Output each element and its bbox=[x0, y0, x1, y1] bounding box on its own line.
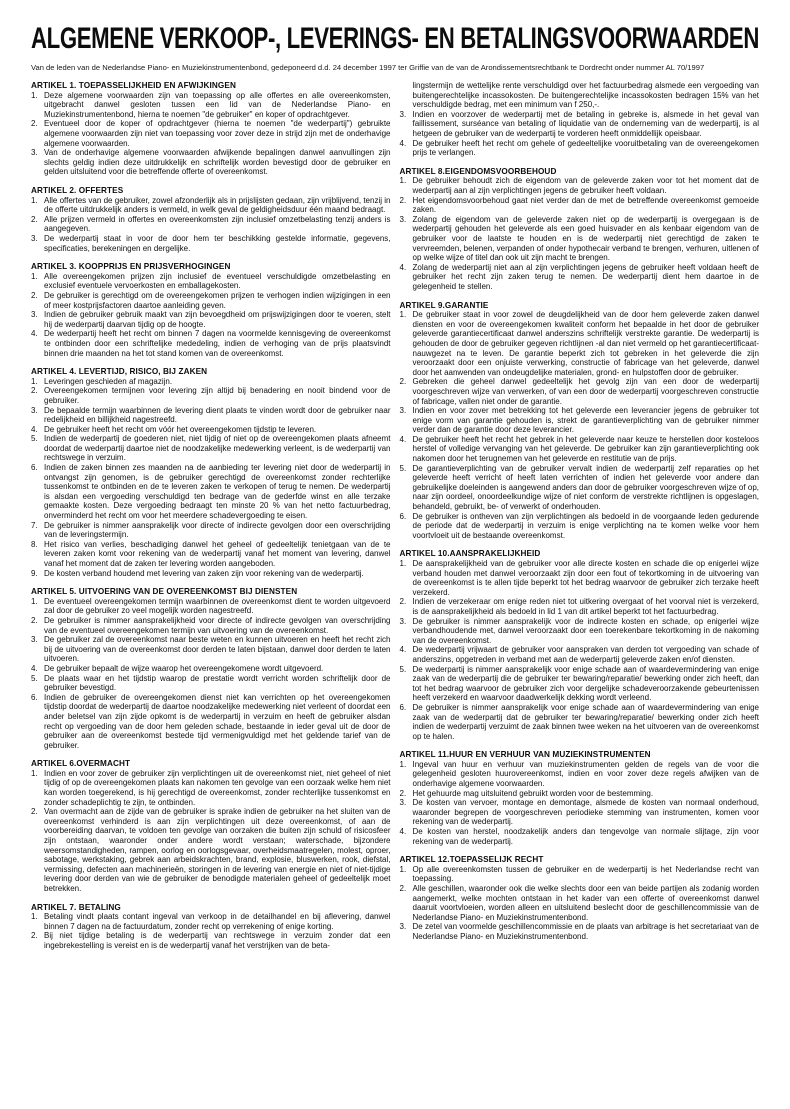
item-number: 1. bbox=[31, 376, 38, 386]
article-item bbox=[400, 110, 760, 139]
item-text: De wederpartij vrijwaart de gebruiker voor aanspraken van derden tot vergoeding van schade of anderszins, opgetreden in verband met aan de wederpartij geleverde zaken en/of diensten. bbox=[412, 645, 759, 664]
item-text: Leveringen geschieden af magazijn. bbox=[44, 376, 173, 386]
item-number: 1. bbox=[399, 176, 407, 186]
item-number: 2. bbox=[31, 386, 38, 396]
article-item bbox=[31, 569, 391, 579]
article bbox=[400, 301, 760, 541]
article-item bbox=[400, 665, 760, 703]
article-item bbox=[31, 463, 391, 521]
page-title: ALGEMENE VERKOOP-, LEVERINGS- EN BETALINGSVOORWAARDEN bbox=[31, 22, 759, 55]
article-heading: ARTIKEL 7. BETALING bbox=[31, 902, 121, 912]
article-item bbox=[31, 635, 391, 664]
article-item bbox=[400, 377, 760, 406]
item-number: 3. bbox=[399, 922, 407, 932]
article-heading: ARTIKEL 4. LEVERTIJD, RISICO, BIJ ZAKEN bbox=[31, 367, 208, 377]
item-number: 5. bbox=[31, 434, 38, 444]
item-text: Van overmacht aan de zijde van de gebruiker is sprake indien de gebruiker na het sluiten van de overeenkomst verhinderd is aan zijn verplichtingen uit deze overeenkomst, of aan de voorbereiding daarvan, te voldoen ten gevolge van oorzaken die buiten zijn schuld of risicosfeer zijn ontstaan, waaronder onder andere wordt verstaan; waterschade, bijzondere weersomstandigheden, rampen, oorlog en oorlogsgevaar, overheidsmaatregelen, molest, oproer, sabotage, werkstaking, gebrek aan arbeidskrachten, brand, explosie, bluswerken, rook, diefstal, vermissing, defecten aan machinerieën, storingen in de levering van energie en niet of niet-tijdige levering door derden van wie de gebruiker de benodigde materialen geheel of gedeeltelijk moet betrekken. bbox=[44, 807, 391, 894]
item-number: 3. bbox=[31, 234, 38, 244]
item-text: De gebruiker bepaalt de wijze waarop het overeengekomene wordt uitgevoerd. bbox=[44, 663, 324, 673]
two-column-body bbox=[31, 81, 759, 959]
article-item bbox=[400, 827, 760, 846]
article-item bbox=[400, 703, 760, 741]
item-text: De aansprakelijkheid van de gebruiker voor alle directe kosten en schade die op enigerlei wijze verband houden met danwel veroorzaakt zijn door een fout of tekortkoming in de uitvoering van de overeenkomst is te allen tijde beperkt tot het bedrag waarvoor de gebruiker zich terzake heeft verzekerd. bbox=[412, 559, 759, 597]
item-number: 6. bbox=[31, 692, 38, 702]
column-left bbox=[31, 81, 391, 959]
item-text: De wederpartij is nimmer aansprakelijk voor enige schade aan of waardevermindering van enige zaak van de wederpartij die de gebruiker ter bewaring/reparatie/ bewerking onder zich heeft, dan tot het bedrag waarvoor de gebruiker zich voor dergelijke schadeveroorzakende gebeurtenissen heeft verzekerd en waarvoor daadwerkelijk dekking wordt verleend. bbox=[412, 664, 759, 703]
item-number: 3. bbox=[399, 406, 407, 416]
article bbox=[400, 549, 760, 741]
article-item bbox=[31, 674, 391, 693]
item-text: Ingeval van huur en verhuur van muziekinstrumenten gelden de regels van de voor die gelegenheid gesloten huurovereenkomst, indien en voor zover deze regels afwijken van de onderhavige algemene voorwaarden. bbox=[412, 759, 759, 789]
item-number: 5. bbox=[399, 463, 407, 473]
article-item bbox=[400, 884, 760, 922]
item-number: 2. bbox=[31, 807, 38, 817]
item-text: Het eigendomsvoorbehoud gaat niet verder dan de met de betreffende overeenkomst gemoeide zaken. bbox=[412, 195, 759, 215]
item-number: 1. bbox=[399, 310, 407, 320]
item-text: Betaling vindt plaats contant ingeval van verkoop in de detailhandel en bij aflevering, danwel binnen 7 dagen na de factuurdatum, zonder recht op verrekening of enige korting. bbox=[44, 912, 391, 931]
item-text: Indien de gebruiker gebruik maakt van zijn bevoegdheid om prijswijzigingen door te voeren, stelt hij de wederpartij daarvan tijdig op de hoogte. bbox=[44, 310, 391, 329]
article-item bbox=[31, 434, 391, 463]
item-number: 4. bbox=[31, 663, 38, 673]
item-text: Indien en voor zover de gebruiker zijn verplichtingen uit de overeenkomst niet, niet geheel of niet tijdig of op de overeengekomen plaats kan nakomen ten gevolge van een oorzaak welke hem niet kan worden toegerekend, is hij gerechtigd de overeenkomst, zonder rechterlijke tussenkomst en zonder schadeplichtig te zijn, te ontbinden. bbox=[44, 768, 391, 807]
article-item bbox=[31, 272, 391, 291]
item-text: De gebruiker is gerechtigd om de overeengekomen prijzen te verhogen indien wijzigingen in een of meer kostprijsfactoren daartoe aanleiding geven. bbox=[44, 290, 391, 310]
item-number: 8. bbox=[31, 539, 38, 549]
item-text: Het risico van verlies, beschadiging danwel het geheel of gedeeltelijk tenietgaan van de te leveren zaken komt voor rekening van de wederpartij vanaf het moment van levering, danwel vanaf het moment dat de zaken ter levering worden aangeboden. bbox=[44, 539, 391, 569]
article bbox=[31, 262, 391, 358]
article-item bbox=[400, 215, 760, 263]
item-number: 3. bbox=[31, 635, 38, 645]
item-text: Van de onderhavige algemene voorwaarden afwijkende bepalingen danwel aanvullingen zijn slechts geldig indien deze uitdrukkelijk en schriftelijk worden bevestigd door de gebruiker en gelden uitsluitend voor die betreffende offerte of overeenkomst. bbox=[44, 148, 391, 177]
article-item bbox=[31, 291, 391, 310]
item-number: 1. bbox=[31, 90, 38, 100]
item-number: 1. bbox=[31, 768, 38, 778]
article-item bbox=[31, 215, 391, 234]
item-number: 2. bbox=[399, 788, 407, 798]
item-text: De wederpartij staat in voor de door hem ter beschikking gestelde informatie, gegevens, specificaties, berekeningen en dergelijke. bbox=[44, 234, 391, 253]
article-item bbox=[400, 464, 760, 512]
article bbox=[31, 903, 391, 951]
item-number: 2. bbox=[31, 214, 38, 224]
item-text: Gebreken die geheel danwel gedeeltelijk het gevolg zijn van een door de wederpartij voorgeschreven wijze van verwerken, of van een door de wederpartij voorgeschreven constructie of fabricage, vallen niet onder de garantie. bbox=[412, 377, 759, 406]
article-heading: ARTIKEL 10.AANSPRAKELIJKHEID bbox=[399, 549, 541, 559]
article-item bbox=[31, 148, 391, 177]
article-item bbox=[400, 865, 760, 884]
item-number: 1. bbox=[399, 759, 407, 769]
item-number: 1. bbox=[399, 559, 407, 569]
item-text: De gebruiker is nimmer aansprakelijk voor directe of indirecte gevolgen door een overschrijding van de leveringstermijn. bbox=[44, 520, 391, 540]
article-item bbox=[400, 645, 760, 664]
item-text: Alle geschillen, waaronder ook die welke slechts door een van beide partijen als zodanig worden aangemerkt, welke mochten ontstaan in het kader van een offerte of overeenkomst danwel daaruit voortvloeien, worden alleen en uitsluitend beslecht door de geschillencommissie van de Nederlandse Piano- en Muziekinstrumentenbond. bbox=[412, 884, 759, 922]
article-item bbox=[400, 406, 760, 435]
item-text: Indien de zaken binnen zes maanden na de aanbieding ter levering niet door de wederpartij in ontvangst zijn genomen, is de gebruiker gerechtigd de overeenkomst zonder rechterlijke tussenkomst te ontbinden en de te leveren zaken te verkopen of terug te nemen. De wederpartij is alsdan een vergoeding verschuldigd ten bedrage van de gederfde winst en alle terzake gemaakte kosten. Deze vergoeding bedraagt ten minste 20 % van het netto factuurbedrag, onverminderd het recht om voor het meerdere schadevergoeding te eisen. bbox=[44, 463, 391, 521]
item-number: 6. bbox=[399, 511, 407, 521]
item-number bbox=[400, 81, 413, 110]
item-number: 2. bbox=[31, 615, 38, 625]
article-item bbox=[31, 234, 391, 253]
article-item bbox=[31, 377, 391, 387]
item-text: Het gehuurde mag uitsluitend gebruikt worden voor de bestemming. bbox=[412, 788, 654, 798]
article-item bbox=[31, 119, 391, 148]
article bbox=[400, 750, 760, 846]
item-text: De gebruiker heeft het recht om gehele of gedeeltelijke vooruitbetaling van de overeengekomen prijs te verlangen. bbox=[412, 138, 759, 158]
article-item bbox=[31, 769, 391, 807]
item-text: Op alle overeenkomsten tussen de gebruiker en de wederpartij is het Nederlandse recht van toepassing. bbox=[412, 864, 759, 884]
article-item bbox=[31, 91, 391, 120]
item-text: Alle offertes van de gebruiker, zowel afzonderlijk als in prijslijsten gedaan, zijn vrijblijvend, tenzij in de offerte uitdrukkelijk anders is vermeld, in welk geval de geldigheidsduur één maand bedraagt. bbox=[44, 195, 391, 215]
article-heading: ARTIKEL 9.GARANTIE bbox=[399, 300, 489, 310]
item-text: Zolang de eigendom van de geleverde zaken niet op de wederpartij is overgegaan is de wederpartij gehouden het geleverde als een goed huisvader en als kenbaar eigendom van de gebruiker voor de laatste te houden en is de wederpartij niet gerechtigd de zaken te vervreemden, belenen, verpanden of onder hypothecair verband te brengen, verhuren, uitlenen of op welke wijze of titel dan ook uit zijn macht te brengen. bbox=[412, 214, 759, 263]
article-item bbox=[31, 664, 391, 674]
item-number: 5. bbox=[31, 673, 38, 683]
item-text: Deze algemene voorwaarden zijn van toepassing op alle offertes en alle overeenkomsten, uitgebracht danwel gesloten tussen een lid van de Nederlandse Piano- en Muziekinstrumentenbond, hierna te noemen "de gebruiker" en koper of opdrachtgever. bbox=[44, 90, 391, 119]
article-item bbox=[400, 263, 760, 292]
article-item bbox=[400, 176, 760, 195]
article-item bbox=[400, 798, 760, 827]
article-item bbox=[31, 329, 391, 358]
article-item bbox=[400, 760, 760, 789]
article-heading: ARTIKEL 6.OVERMACHT bbox=[31, 759, 131, 769]
item-number: 5. bbox=[399, 664, 407, 674]
item-text: De gebruiker staat in voor zowel de deugdelijkheid van de door hem geleverde zaken danwel diensten en voor de overeengekomen kwaliteit conform het bepaalde in het door de gebruiker geleverde garantiecertificaat danwel anderszins schriftelijk verstrekte garantie. De wederpartij is gehouden de door de gebruiker gegeven richtlijnen -al dan niet vermeld op het garantiecertificaat- nauwgezet na te leven. De garantie beperkt zich tot gebreken in het geleverde die zijn veroorzaakt door een onjuiste verwerking, constructie of fabricage van het geleverde, danwel door het aanwenden van ondeugdelijke materialen, grond- en hulpstoffen door de gebruiker. bbox=[412, 310, 759, 377]
article-item bbox=[31, 693, 391, 751]
item-text: Bij niet tijdige betaling is de wederpartij van rechtswege in verzuim zonder dat een ingebrekestelling is vereist en is de wederpartij vanaf het verstrijken van de beta- bbox=[44, 931, 391, 950]
item-text: De garantieverplichting van de gebruiker vervalt indien de wederpartij zelf reparaties op het geleverde heeft verricht of heeft laten verrichten of indien het geleverde voor andere dan gebruikelijke doeleinden is aangewend anders dan door de gebruiker voorgeschreven wijze of op, naar zijn oordeel, onoordeelkundige wijze of niet conform de verstrekte richtlijnen is opgeslagen, behandeld, gebruikt, be- of verwerkt of onderhouden. bbox=[412, 463, 759, 512]
article-heading: ARTIKEL 5. UITVOERING VAN DE OVEREENKOMST BIJ DIENSTEN bbox=[31, 587, 298, 597]
article-item bbox=[400, 310, 760, 377]
item-text: Alle overeengekomen prijzen zijn inclusief de eventueel verschuldigde omzetbelasting en exclusief eventuele vervoerkosten en emballagekosten. bbox=[44, 271, 391, 291]
item-text: Indien de verzekeraar om enige reden niet tot uitkering overgaat of het voorval niet is verzekerd, is de aansprakelijkheid als bedoeld in lid 1 van dit artikel beperkt tot het factuurbedrag. bbox=[412, 597, 759, 616]
item-number: 4. bbox=[399, 645, 407, 655]
article-item bbox=[400, 81, 760, 110]
article-item bbox=[400, 559, 760, 597]
item-text: De wederpartij heeft het recht om binnen 7 dagen na voormelde kennisgeving de overeenkomst te ontbinden door een schriftelijke mededeling, indien de verhoging van de prijs plaatsvindt binnen drie maanden na het tot stand komen van de overeenkomst. bbox=[44, 329, 391, 358]
item-number: 9. bbox=[31, 568, 38, 578]
item-number: 6. bbox=[31, 463, 38, 473]
article bbox=[31, 587, 391, 750]
item-number: 1. bbox=[399, 864, 407, 874]
item-number: 4. bbox=[31, 329, 38, 339]
item-number: 2. bbox=[31, 119, 38, 129]
item-text: De gebruiker heeft het recht om vóór het overeengekomen tijdstip te leveren. bbox=[44, 424, 317, 434]
item-text: Indien de wederpartij de goederen niet, niet tijdig of niet op de overeengekomen plaats afneemt doordat de wederpartij daartoe niet de noodzakelijke medewerking verleent, is de wederpartij van rechtswege in verzuim. bbox=[44, 434, 391, 463]
article-heading: ARTIKEL 12.TOEPASSELIJK RECHT bbox=[399, 855, 544, 865]
item-text: De gebruiker is nimmer aansprakelijk voor de indirecte kosten en schade, op enigerlei wijze verbandhoudende met, danwel veroorzaakt door een toerekenbare tekortkoming in de nakoming van de overeenkomst. bbox=[412, 616, 759, 645]
item-text: Zolang de wederpartij niet aan al zijn verplichtingen jegens de gebruiker heeft voldaan heeft de gebruiker het recht zijn zaken terug te nemen. De wederpartij dient hem daartoe in de gelegenheid te stellen. bbox=[412, 262, 759, 291]
item-text: De gebruiker zal de overeenkomst naar beste weten en kunnen uitvoeren en heeft het recht zich bij de uitvoering van de overeenkomst door derden te laten bijstaan, danwel door derden te laten uitvoeren. bbox=[44, 635, 391, 664]
article-item bbox=[31, 406, 391, 425]
item-number: 3. bbox=[399, 109, 407, 119]
article-heading: ARTIKEL 8.EIGENDOMSVOORBEHOUD bbox=[399, 166, 557, 176]
article-item bbox=[400, 435, 760, 464]
item-number: 2. bbox=[31, 290, 38, 300]
item-text: De eventueel overeengekomen termijn waarbinnen de overeenkomst dient te worden uitgevoerd zal door de gebruiker zo veel mogelijk worden nagestreefd. bbox=[44, 596, 391, 616]
item-text: De bepaalde termijn waarbinnen de levering dient plaats te vinden wordt door de gebruiker naar redelijkheid en billijkheid nagestreefd. bbox=[44, 405, 391, 425]
item-text: De gebruiker behoudt zich de eigendom van de geleverde zaken voor tot het moment dat de wederpartij aan al zijn verplichtingen jegens de gebruiker heeft voldaan. bbox=[412, 176, 759, 196]
item-text: Alle prijzen vermeld in offertes en overeenkomsten zijn inclusief omzetbelasting tenzij anders is aangegeven. bbox=[44, 214, 391, 234]
article-item bbox=[31, 425, 391, 435]
article-item bbox=[400, 597, 760, 616]
article-item bbox=[31, 540, 391, 569]
article bbox=[400, 81, 760, 158]
item-text: De kosten van herstel, noodzakelijk anders dan tengevolge van normale slijtage, zijn voor rekening van de wederpartij. bbox=[412, 827, 759, 846]
item-number: 4. bbox=[399, 138, 407, 148]
item-number: 3. bbox=[399, 616, 407, 626]
article-item bbox=[400, 789, 760, 799]
item-text: Indien en voorzover de wederpartij met de betaling in gebreke is, alsmede in het geval van faillissement, surséance van betaling of liquidatie van de onderneming van de wederpartij, is al hetgeen de gebruiker van de wederpartij te vorderen heeft onmiddellijk opeisbaar. bbox=[412, 109, 759, 139]
item-number: 1. bbox=[31, 195, 38, 205]
item-text: Eventueel door de koper of opdrachtgever (hierna te noemen "de wederpartij") gebruikte algemene voorwaarden zijn niet van toepassing voor zover deze in strijd zijn met de onderhavige algemene voorwaarden. bbox=[44, 119, 391, 148]
item-number: 3. bbox=[399, 798, 407, 808]
article-heading: ARTIKEL 11.HUUR EN VERHUUR VAN MUZIEKINSTRUMENTEN bbox=[399, 750, 651, 760]
article-item bbox=[31, 386, 391, 405]
item-number: 6. bbox=[399, 702, 407, 712]
item-number: 3. bbox=[399, 214, 407, 224]
article-item bbox=[400, 617, 760, 646]
item-number: 2. bbox=[399, 884, 407, 894]
article-item bbox=[31, 931, 391, 950]
item-text: Indien de gebruiker de overeengekomen dienst niet kan verrichten op het overeengekomen tijdstip doordat de wederpartij de daartoe noodzakelijke medewerking niet verleent of doordat een ander beletsel van zijn zijde opkomt is de wederpartij in verzuim en heeft de gebruiker alsdan recht op vergoeding van de door hem geleden schade, bestaande in ieder geval uit de door de gebruiker aan de overeenkomst bestede tijd vermenigvuldigd met het geldende tarief van de gebruiker. bbox=[44, 692, 391, 750]
item-number: 2. bbox=[31, 931, 38, 941]
article-heading: ARTIKEL 3. KOOPPRIJS EN PRIJSVERHOGINGEN bbox=[31, 262, 231, 272]
article bbox=[400, 167, 760, 292]
item-text: De gebruiker is nimmer aansprakelijkheid voor directe of indirecte gevolgen van overschrijding van de eventueel overeengekomen termijn van uitvoering van de overeenkomst. bbox=[44, 615, 391, 635]
item-number: 1. bbox=[31, 912, 38, 922]
article-item bbox=[31, 310, 391, 329]
item-number: 1. bbox=[31, 596, 38, 606]
item-number: 2. bbox=[399, 597, 407, 607]
item-number: 4. bbox=[399, 827, 407, 837]
article bbox=[31, 759, 391, 893]
item-text: De gebruiker heeft het recht het gebrek in het geleverde naar keuze te herstellen door kosteloos herstel of volledige vervanging van het geleverde. De gebruiker kan zijn garantieverplichting ook nakomen door het terugnemen van het geleverde en restitutie van de prijs. bbox=[412, 434, 759, 464]
article bbox=[31, 81, 391, 177]
article bbox=[31, 186, 391, 253]
article-heading: ARTIKEL 1. TOEPASSELIJKHEID EN AFWIJKINGEN bbox=[31, 81, 236, 91]
item-number: 1. bbox=[31, 271, 38, 281]
column-right bbox=[400, 81, 760, 950]
article bbox=[400, 855, 760, 941]
article bbox=[31, 367, 391, 578]
item-number: 2. bbox=[399, 195, 407, 205]
item-number: 2. bbox=[399, 377, 407, 387]
article-item bbox=[31, 807, 391, 893]
article-item bbox=[400, 139, 760, 158]
item-number: 7. bbox=[31, 520, 38, 530]
item-text: De plaats waar en het tijdstip waarop de prestatie wordt verricht worden schriftelijk door de gebruiker bevestigd. bbox=[44, 673, 391, 693]
article-heading: ARTIKEL 2. OFFERTES bbox=[31, 186, 124, 196]
item-number: 3. bbox=[31, 148, 38, 158]
item-number: 3. bbox=[31, 310, 38, 320]
article-item bbox=[31, 196, 391, 215]
article-item bbox=[400, 196, 760, 215]
page-subtitle: Van de leden van de Nederlandse Piano- en Muziekinstrumentenbond, gedeponeerd d.d. 24 december 1997 ter Griffie van de van de Arondissementsrechtbank te Dordrecht onder nummer AL 70/1997 bbox=[31, 63, 705, 72]
article-item bbox=[400, 922, 760, 941]
article-item bbox=[31, 912, 391, 931]
item-text: De zetel van voormelde geschillencommissie en de plaats van arbitrage is het secretariaat van de Nederlandse Piano- en Muziekinstrumentenbond. bbox=[412, 922, 759, 941]
article-item bbox=[31, 616, 391, 635]
item-text: Overeengekomen termijnen voor levering zijn altijd bij benadering en nooit bindend voor de gebruiker. bbox=[44, 386, 391, 405]
item-number: 3. bbox=[31, 405, 38, 415]
item-text: De gebruiker is nimmer aansprakelijk voor enige schade aan of waardevermindering van enige zaak van de wederpartij dat de gebruiker ter bewaring/reparatie/ bewerking onder zich heeft indien de wederpartij verzuimt de zaak binnen twee weken na het uitvoeren van de overeenkomst op te halen. bbox=[412, 702, 759, 741]
article-item bbox=[31, 521, 391, 540]
item-text: Indien en voor zover met betrekking tot het geleverde een leverancier jegens de gebruiker tot enige vorm van garantie gehouden is, strekt de garantieverplichting van de gebruiker nimmer verder dan de garantie door deze leverancier. bbox=[412, 406, 759, 435]
item-number: 4. bbox=[31, 424, 38, 434]
item-number: 4. bbox=[399, 262, 407, 272]
article-item bbox=[400, 512, 760, 541]
article-item bbox=[31, 597, 391, 616]
item-text: De kosten verband houdend met levering van zaken zijn voor rekening van de wederpartij. bbox=[44, 568, 364, 578]
item-text: lingstermijn de wettelijke rente verschuldigd over het factuurbedrag alsmede een vergoeding van buitengerechtelijke incassokosten. De buitengerechtelijke incassokosten bedragen 15% van het verschuldigde bedrag, met een minimum van f 250,-. bbox=[412, 81, 759, 110]
item-text: De kosten van vervoer, montage en demontage, alsmede de kosten van normaal onderhoud, waaronder begrepen de voorgeschreven periodieke stemming van instrumenten, komen voor rekening van de wederpartij. bbox=[412, 798, 759, 827]
item-text: De gebruiker is ontheven van zijn verplichtingen als bedoeld in de voorgaande leden gedurende de periode dat de wederpartij in verzuim is enige verplichting na te komen welke voor hem voortvloeit uit de bestaande overeenkomst. bbox=[412, 511, 759, 540]
item-number: 4. bbox=[399, 434, 407, 444]
